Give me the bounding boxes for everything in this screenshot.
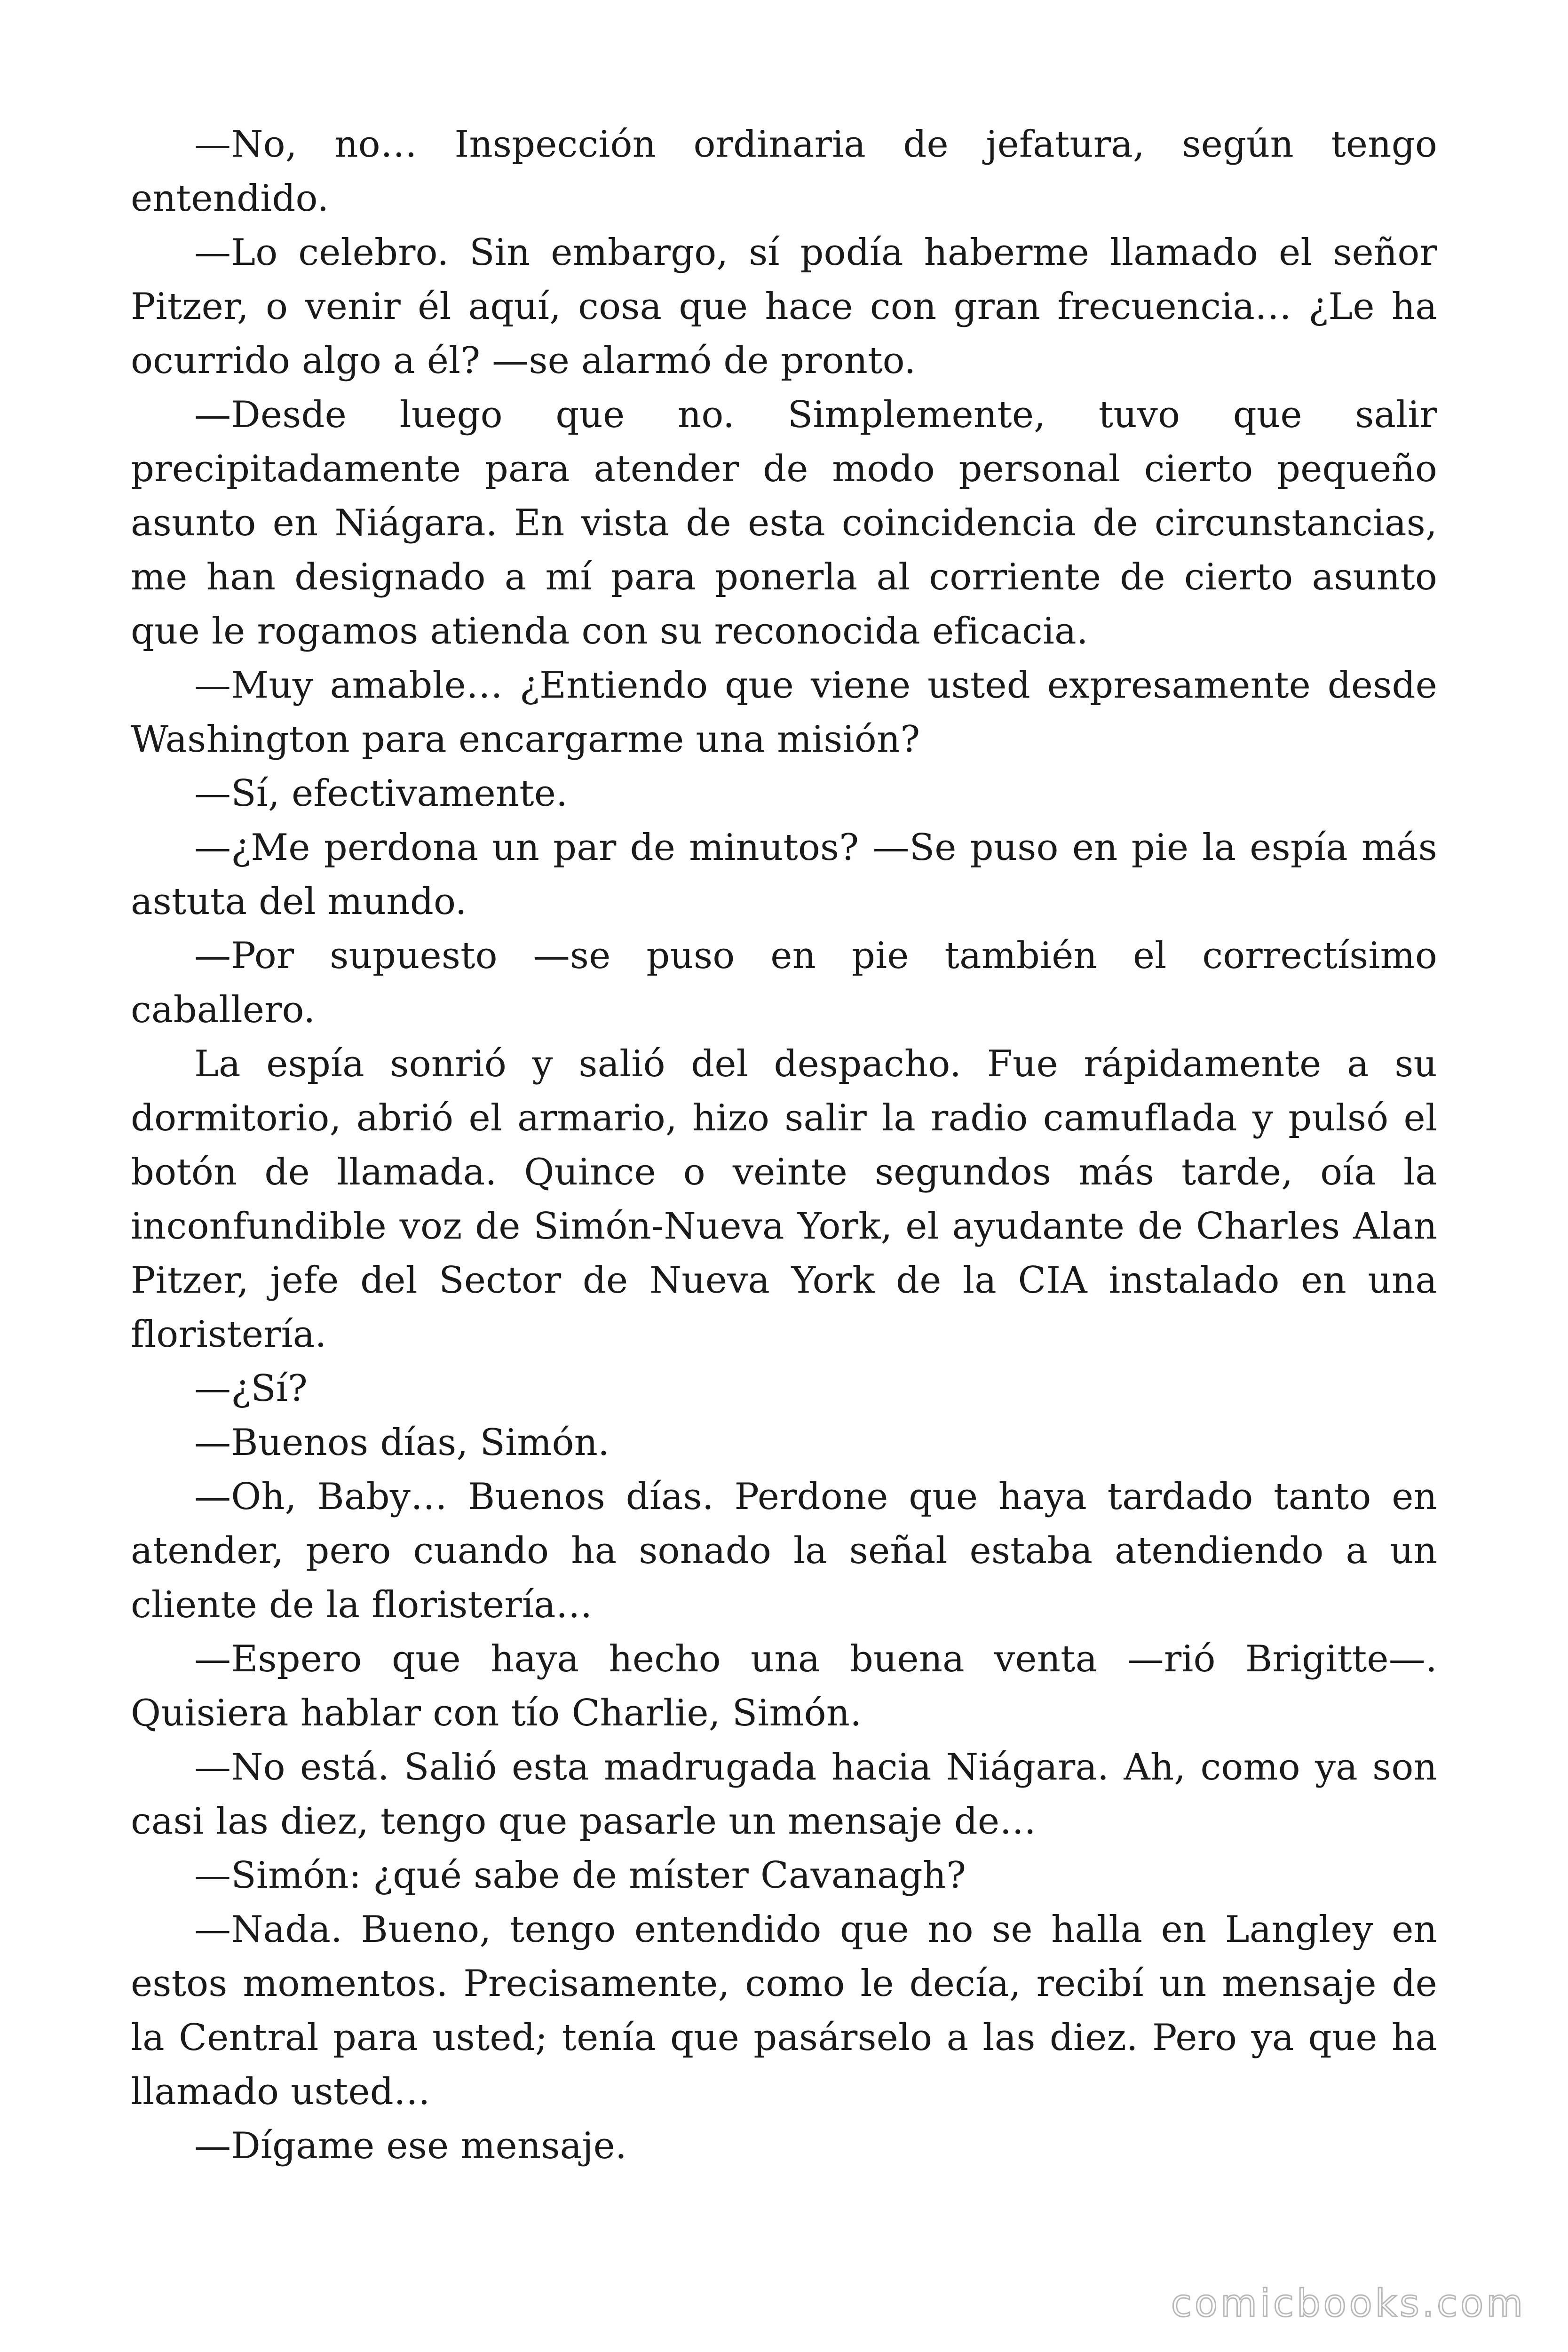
paragraph: —Por supuesto —se puso en pie también el correctísimo caballero. [131, 935, 1437, 1031]
paragraph: —No, no… Inspección ordinaria de jefatura, según tengo entendido. [131, 123, 1437, 220]
page-body [131, 118, 1437, 2173]
paragraph: —¿Sí? [194, 1367, 308, 1410]
paragraph: —Desde luego que no. Simplemente, tuvo que salir precipitadamente para atender de modo personal cierto pequeño asunto en Niágara. En vista de esta coincidencia de circunstancias, me han designado a mí para ponerla al corriente de cierto asunto que le rogamos atienda con su reconocida eficacia. [131, 394, 1437, 652]
paragraph: La espía sonrió y salió del despacho. Fue rápidamente a su dormitorio, abrió el armario, hizo salir la radio camuflada y pulsó el botón de llamada. Quince o veinte segundos más tarde, oía la inconfundible voz de Simón-Nueva York, el ayudante de Charles Alan Pitzer, jefe del Sector de Nueva York de la CIA instalado en una floristería. [131, 1043, 1437, 1356]
paragraph: —Buenos días, Simón. [194, 1422, 610, 1464]
paragraph: —Dígame ese mensaje. [194, 2125, 627, 2167]
paragraph: —Lo celebro. Sin embargo, sí podía haberme llamado el señor Pitzer, o venir él aquí, cosa que hace con gran frecuencia… ¿Le ha ocurrido algo a él? —se alarmó de pronto. [131, 231, 1437, 382]
paragraph: —Muy amable… ¿Entiendo que viene usted expresamente desde Washington para encargarme una misión? [131, 664, 1437, 761]
paragraph: —¿Me perdona un par de minutos? —Se puso en pie la espía más astuta del mundo. [131, 826, 1437, 923]
paragraph: —Espero que haya hecho una buena venta —rió Brigitte—. Quisiera hablar con tío Charlie, Simón. [131, 1638, 1437, 1734]
watermark: comicbooks.com [1171, 2281, 1526, 2325]
paragraph: —Simón: ¿qué sabe de míster Cavanagh? [194, 1854, 966, 1897]
paragraph: —Sí, efectivamente. [194, 772, 568, 815]
paragraph: —No está. Salió esta madrugada hacia Niágara. Ah, como ya son casi las diez, tengo que pasarle un mensaje de… [131, 1746, 1437, 1843]
paragraph: —Oh, Baby… Buenos días. Perdone que haya tardado tanto en atender, pero cuando ha sonado la señal estaba atendiendo a un cliente de la floristería… [131, 1476, 1437, 1626]
paragraph: —Nada. Bueno, tengo entendido que no se halla en Langley en estos momentos. Precisamente, como le decía, recibí un mensaje de la Central para usted; tenía que pasárselo a las diez. Pero ya que ha llamado usted… [131, 1908, 1437, 2113]
